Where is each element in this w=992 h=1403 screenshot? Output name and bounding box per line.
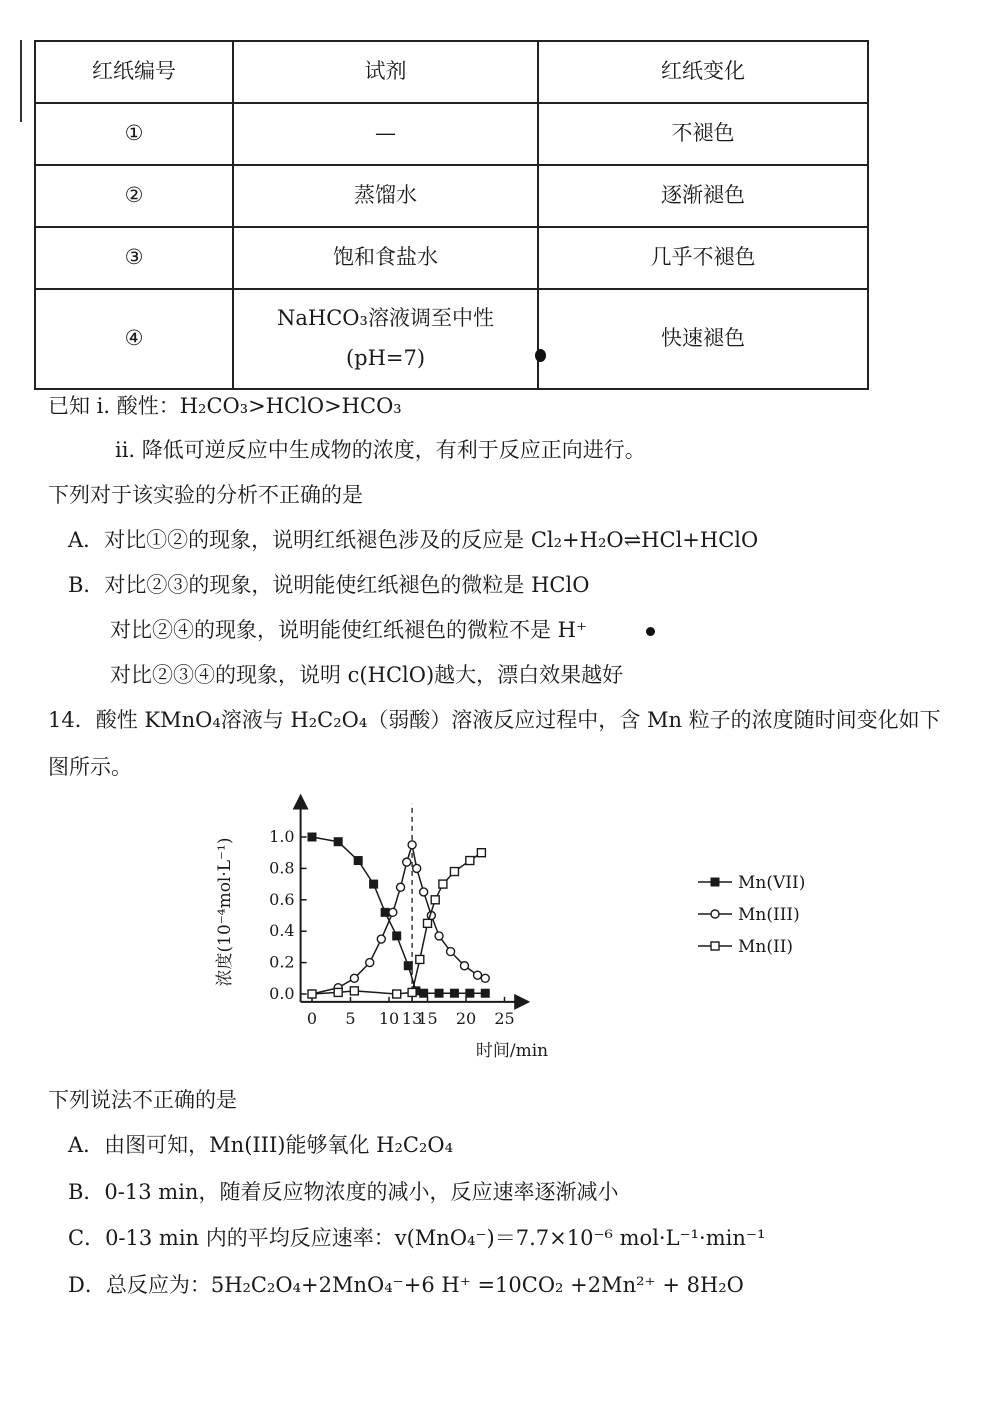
- ink-dot-mark: [535, 349, 546, 362]
- row-reagent-line1: NaHCO₃溶液调至中性: [277, 306, 494, 331]
- q13-known-2: ii. 降低可逆反应中生成物的浓度，有利于反应正向进行。: [115, 438, 646, 462]
- y-tick-label: 0.8: [269, 858, 295, 878]
- table-row: [35, 165, 868, 227]
- data-point: [424, 919, 432, 927]
- q13-option-c: 对比②④的现象，说明能使红纸褪色的微粒不是 H⁺: [110, 618, 588, 642]
- row-id: ①: [35, 103, 233, 165]
- experiment-table: [34, 40, 869, 390]
- data-point: [408, 841, 416, 849]
- data-point: [393, 990, 401, 998]
- table-row: [35, 227, 868, 289]
- table-header-row: [35, 41, 868, 103]
- data-point: [450, 868, 458, 876]
- row-change: 不褪色: [538, 103, 868, 165]
- data-point: [435, 989, 444, 998]
- row-change: 逐渐褪色: [538, 165, 868, 227]
- data-point: [431, 896, 439, 904]
- x-tick-label: 0: [306, 1008, 318, 1028]
- legend-label: Mn(III): [738, 905, 800, 925]
- row-reagent: 蒸馏水: [233, 165, 538, 227]
- header-reagent: 试剂: [233, 41, 538, 103]
- series-line: [312, 837, 485, 993]
- q14-stem-line2: 图所示。: [48, 755, 132, 779]
- ink-dot-mark: [646, 627, 655, 636]
- data-point: [350, 974, 358, 982]
- y-tick-label: 1.0: [269, 827, 295, 846]
- data-point: [308, 990, 316, 998]
- row-id: ③: [35, 227, 233, 289]
- data-point: [377, 935, 385, 943]
- x-tick-label: 10: [378, 1008, 400, 1028]
- q13-option-d: 对比②③④的现象，说明 c(HClO)越大，漂白效果越好: [110, 663, 624, 687]
- series-1: [308, 833, 490, 998]
- chart-series: [308, 833, 490, 999]
- x-tick-label: 25: [494, 1008, 515, 1028]
- data-point: [416, 955, 424, 963]
- row-change: 几乎不褪色: [538, 227, 868, 289]
- data-point: [403, 858, 411, 866]
- y-tick-label: 0.4: [269, 921, 295, 941]
- q14-option-c: C．0-13 min 内的平均反应速率：v(MnO₄⁻)＝7.7×10⁻⁶ mol·L⁻¹·min⁻¹: [68, 1226, 766, 1250]
- data-point: [397, 883, 405, 891]
- series-3: [308, 849, 485, 998]
- header-paper-change: 红纸变化: [538, 41, 868, 103]
- data-point: [419, 989, 428, 998]
- data-point: [369, 880, 378, 889]
- row-reagent: 饱和食盐水: [233, 227, 538, 289]
- y-tick-label: 0.2: [269, 952, 295, 972]
- legend-marker: [711, 910, 719, 918]
- row-reagent: [233, 289, 538, 389]
- q14-stem-line1: 14．酸性 KMnO₄溶液与 H₂C₂O₄（弱酸）溶液反应过程中，含 Mn 粒子的浓度随时间变化如下: [48, 708, 941, 732]
- table-row: [35, 289, 868, 389]
- y-tick-label: 0.6: [269, 889, 295, 909]
- series-2: [308, 841, 489, 998]
- q14-option-b: B．0-13 min，随着反应物浓度的减小，反应速率逐渐减小: [68, 1180, 619, 1204]
- q14-ask: 下列说法不正确的是: [48, 1088, 237, 1112]
- data-point: [447, 948, 455, 956]
- data-point: [420, 888, 428, 896]
- data-point: [450, 989, 459, 998]
- data-point: [404, 961, 413, 970]
- data-point: [408, 988, 416, 996]
- legend-marker: [711, 942, 719, 950]
- x-tick-label: 5: [345, 1008, 356, 1028]
- data-point: [435, 932, 443, 940]
- q13-stem: 下列对于该实验的分析不正确的是: [48, 483, 363, 507]
- table-row: [35, 103, 868, 165]
- legend-label: Mn(VII): [738, 873, 806, 893]
- row-id: ②: [35, 165, 233, 227]
- header-paper-id: 红纸编号: [35, 41, 233, 103]
- chart-x-axis-label: 时间/min: [475, 1041, 549, 1061]
- x-tick-label: 13: [401, 1008, 423, 1028]
- data-point: [392, 931, 401, 940]
- page-edge-line: [20, 40, 22, 122]
- row-reagent: —: [233, 103, 538, 165]
- data-point: [460, 962, 468, 970]
- q13-option-b: B．对比②③的现象，说明能使红纸褪色的微粒是 HClO: [68, 573, 590, 597]
- data-point: [474, 971, 482, 979]
- data-point: [477, 849, 485, 857]
- q13-option-a: A．对比①②的现象，说明红纸褪色涉及的反应是 Cl₂+H₂O⇌HCl+HClO: [68, 528, 759, 552]
- data-point: [334, 988, 342, 996]
- concentration-time-chart: [200, 800, 806, 1070]
- data-point: [481, 974, 489, 982]
- data-point: [354, 856, 363, 865]
- legend-label: Mn(II): [738, 937, 794, 957]
- data-point: [350, 987, 358, 995]
- q14-option-d: D．总反应为：5H₂C₂O₄+2MnO₄⁻+6 H⁺ =10CO₂ +2Mn²⁺ + 8H₂O: [68, 1273, 744, 1297]
- data-point: [334, 837, 343, 846]
- row-id: ④: [35, 289, 233, 389]
- data-point: [466, 857, 474, 865]
- data-point: [366, 959, 374, 967]
- x-tick-label: 20: [455, 1008, 477, 1028]
- q13-known-1: 已知 i. 酸性：H₂CO₃>HClO>HCO₃: [48, 394, 402, 418]
- y-tick-label: 0.0: [269, 984, 295, 1003]
- data-point: [439, 880, 447, 888]
- data-point: [465, 989, 474, 998]
- chart-legend: [698, 873, 805, 957]
- data-point: [481, 989, 490, 998]
- row-change: 快速褪色: [538, 289, 868, 389]
- q14-option-a: A．由图可知，Mn(III)能够氧化 H₂C₂O₄: [68, 1133, 453, 1157]
- data-point: [389, 908, 397, 916]
- data-point: [413, 864, 421, 872]
- x-tick-label: 15: [417, 1008, 438, 1028]
- row-reagent-line2: (pH=7): [345, 346, 426, 370]
- legend-marker: [711, 878, 720, 887]
- data-point: [308, 833, 317, 842]
- chart-y-axis-label: 浓度(10⁻⁴mol·L⁻¹): [215, 837, 235, 987]
